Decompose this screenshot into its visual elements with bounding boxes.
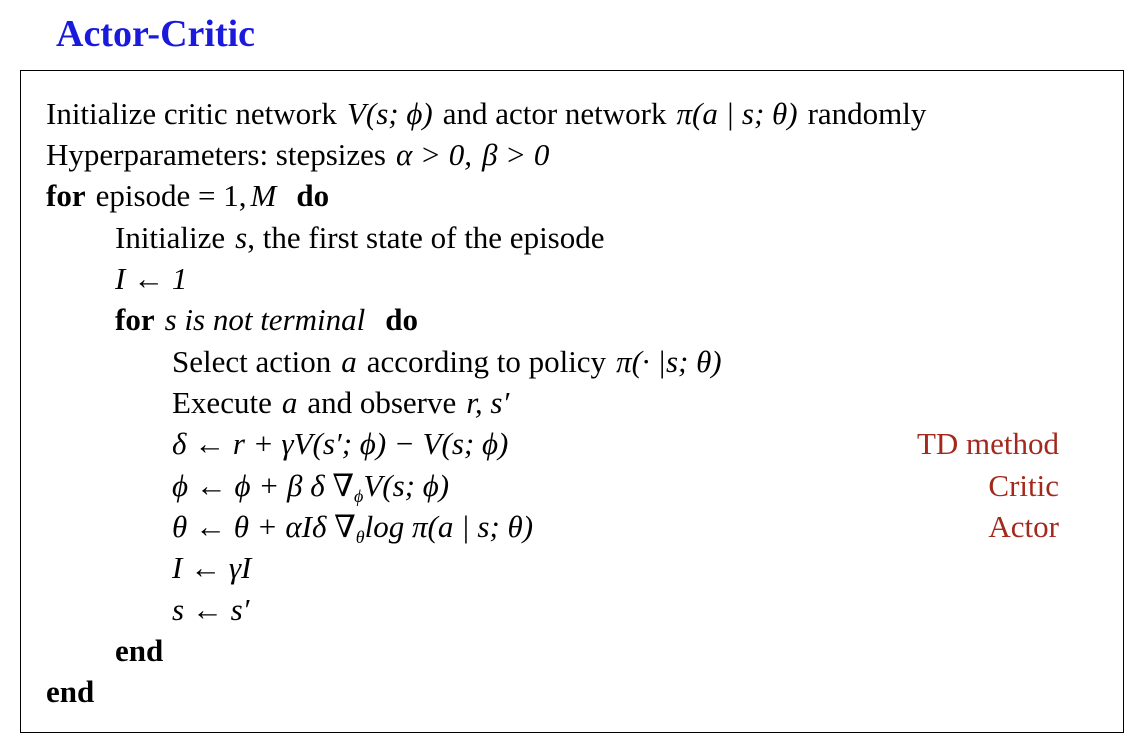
algorithm-title: Actor-Critic [56, 13, 256, 55]
line-initialize-networks [46, 93, 926, 135]
line-initialize-state [115, 217, 605, 259]
policy-formula: π(· |s; θ) [616, 344, 722, 379]
line-next-state [172, 589, 249, 631]
inner-for-keyword: for [115, 302, 155, 337]
beta-condition: β > 0 [481, 137, 550, 172]
line-actor-update [172, 506, 533, 548]
execute-prefix: Execute [172, 385, 272, 420]
outer-loop-range: episode = 1, [95, 178, 247, 213]
annotation-actor: Actor [988, 509, 1059, 544]
actor-gradient-subscript: θ [355, 527, 365, 547]
decay-I-formula: I ← γI [172, 550, 252, 585]
actor-update-main: θ ← θ + αIδ ∇ [172, 509, 356, 544]
execute-mid: and observe [307, 385, 457, 420]
line-critic-update [172, 465, 449, 507]
hyperparameters-prefix: Hyperparameters: stepsizes [46, 137, 387, 172]
init-networks-suffix: randomly [807, 96, 927, 131]
critic-gradient-subscript: ϕ [354, 486, 364, 506]
line-td-update [172, 423, 508, 465]
line-decay-I [172, 547, 251, 589]
for-keyword: for [46, 178, 86, 213]
init-state-suffix: , the first state of the episode [247, 220, 605, 255]
outer-end-keyword: end [46, 674, 95, 709]
line-execute [172, 382, 509, 424]
do-keyword: do [296, 178, 330, 213]
outer-loop-var: M [250, 178, 277, 213]
line-init-I [115, 258, 187, 300]
line-inner-loop [115, 299, 418, 341]
select-action-var: a [341, 344, 357, 379]
critic-update-main: ϕ ← ϕ + β δ ∇ [172, 468, 355, 503]
select-action-mid: according to policy [366, 344, 607, 379]
select-action-prefix: Select action [172, 344, 332, 379]
inner-do-keyword: do [385, 302, 418, 337]
inner-end-keyword: end [115, 633, 164, 668]
init-networks-prefix: Initialize critic network [46, 96, 337, 131]
annotation-td-method: TD method [916, 426, 1059, 461]
actor-network-formula: π(a | s; θ) [676, 96, 798, 131]
critic-update-tail: V(s; ϕ) [363, 468, 450, 503]
init-networks-mid: and actor network [442, 96, 667, 131]
line-hyperparameters [46, 134, 549, 176]
line-select-action [172, 341, 722, 383]
init-state-var: s [235, 220, 248, 255]
init-I-formula: I ← 1 [115, 261, 188, 296]
actor-update-tail: log π(a | s; θ) [364, 509, 534, 544]
algorithm-box [20, 70, 1124, 733]
td-update-formula: δ ← r + γV(s′; ϕ) − V(s; ϕ) [172, 426, 509, 461]
annotation-critic: Critic [988, 468, 1059, 503]
next-state-formula: s ← s′ [172, 592, 250, 627]
line-inner-end [115, 630, 163, 672]
execute-var: a [281, 385, 298, 420]
critic-network-formula: V(s; ϕ) [346, 96, 433, 131]
inner-loop-condition: s is not terminal [164, 302, 366, 337]
execute-observations: r, s′ [466, 385, 510, 420]
line-outer-end [46, 671, 94, 713]
init-state-prefix: Initialize [115, 220, 226, 255]
alpha-condition: α > 0, [396, 137, 472, 172]
line-outer-loop [46, 175, 329, 217]
